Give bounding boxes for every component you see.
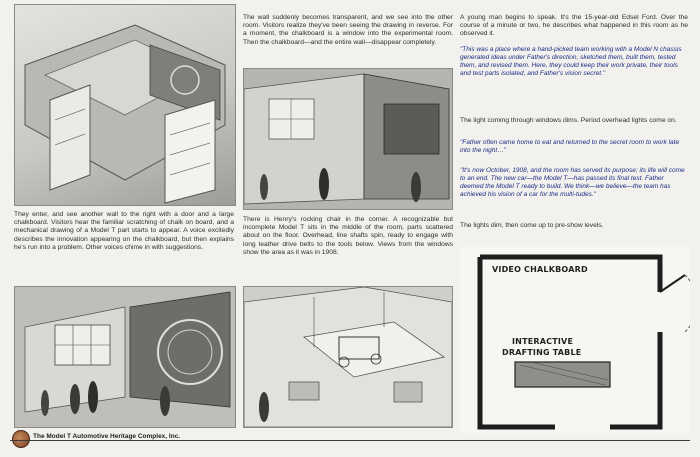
plan-label-video-chalkboard: VIDEO CHALKBOARD xyxy=(492,265,588,274)
plan-label-drafting-table: DRAFTING TABLE xyxy=(502,348,582,357)
sketch-experimental-room-drawing xyxy=(244,287,452,427)
heritage-complex-logo xyxy=(12,430,30,448)
col3-quote-1: "This was a place where a hand-picked team working with a Model N chassis generated ideas under Father's direction, sketched them, built them, tested them, and revised them. Here, they could keep their work private, their tools and test parts isolated, and Father's vision secret." xyxy=(460,46,682,78)
col1-paragraph: They enter, and see another wall to the right with a door and a large chalkboard. Visitors hear the familiar scratching of chalk on board, and a mechanical drawing of a Model T part starts to appear. A voice excitedly describes the innovation appearing on the chalkboard, but then explains he's run into a problem. Other voices chime in with suggestions. xyxy=(14,211,234,251)
col2-paragraph-2: There is Henry's rocking chair in the corner. A recognizable but incomplete Model T sits in the middle of the room, parts scattered about on the floor. Overhead, line shafts spin, ready to engage with long leather drive belts to the tools below. Views from the windows show the area as it was in 1908. xyxy=(243,216,453,256)
floor-plan xyxy=(460,247,690,433)
col3-quote-2: "Father often came home to eat and returned to the secret room to work late into the night…" xyxy=(460,139,680,155)
sketch-transparent-wall xyxy=(243,68,453,210)
sketch-experimental-room xyxy=(243,286,453,428)
sketch-room-doors-drawing xyxy=(15,5,235,205)
sketch-room-doors xyxy=(14,4,236,206)
footer-rule xyxy=(10,440,690,441)
col2-paragraph-1: The wall suddenly becomes transparent, and we see into the other room. Visitors realize they've been seeing the drawing in reverse. For a moment, the chalkboard is a window into the experimental room. Then the chalkboard—and the entire wall—disappear completely. xyxy=(243,14,453,46)
sketch-chalkboard-room xyxy=(14,286,236,428)
sketch-chalkboard-drawing xyxy=(15,287,235,427)
col3-light: The light coming through windows dims. Period overhead lights come on. xyxy=(460,117,677,124)
sketch-transparent-wall-drawing xyxy=(244,69,452,209)
col3-quote-3: "It's now October, 1908, and the room has served its purpose; its life will come to an end. The new car—the Model T—has passed its final test. Father deemed the Model T ready to build. We think—we believe—the team has achieved his vision of a car for the multi-tudes." xyxy=(460,167,685,199)
plan-label-interactive: INTERACTIVE xyxy=(512,337,574,346)
floor-plan-drawing xyxy=(460,247,690,433)
col3-intro: A young man begins to speak. It's the 15-year-old Edsel Ford. Over the course of a minute or two, he describes what happened in this room as he observed it. xyxy=(460,14,688,38)
col3-lights-dim: The lights dim, then come up to pre-show levels. xyxy=(460,222,604,229)
footer-text: The Model T Automotive Heritage Complex, Inc. xyxy=(33,433,181,440)
